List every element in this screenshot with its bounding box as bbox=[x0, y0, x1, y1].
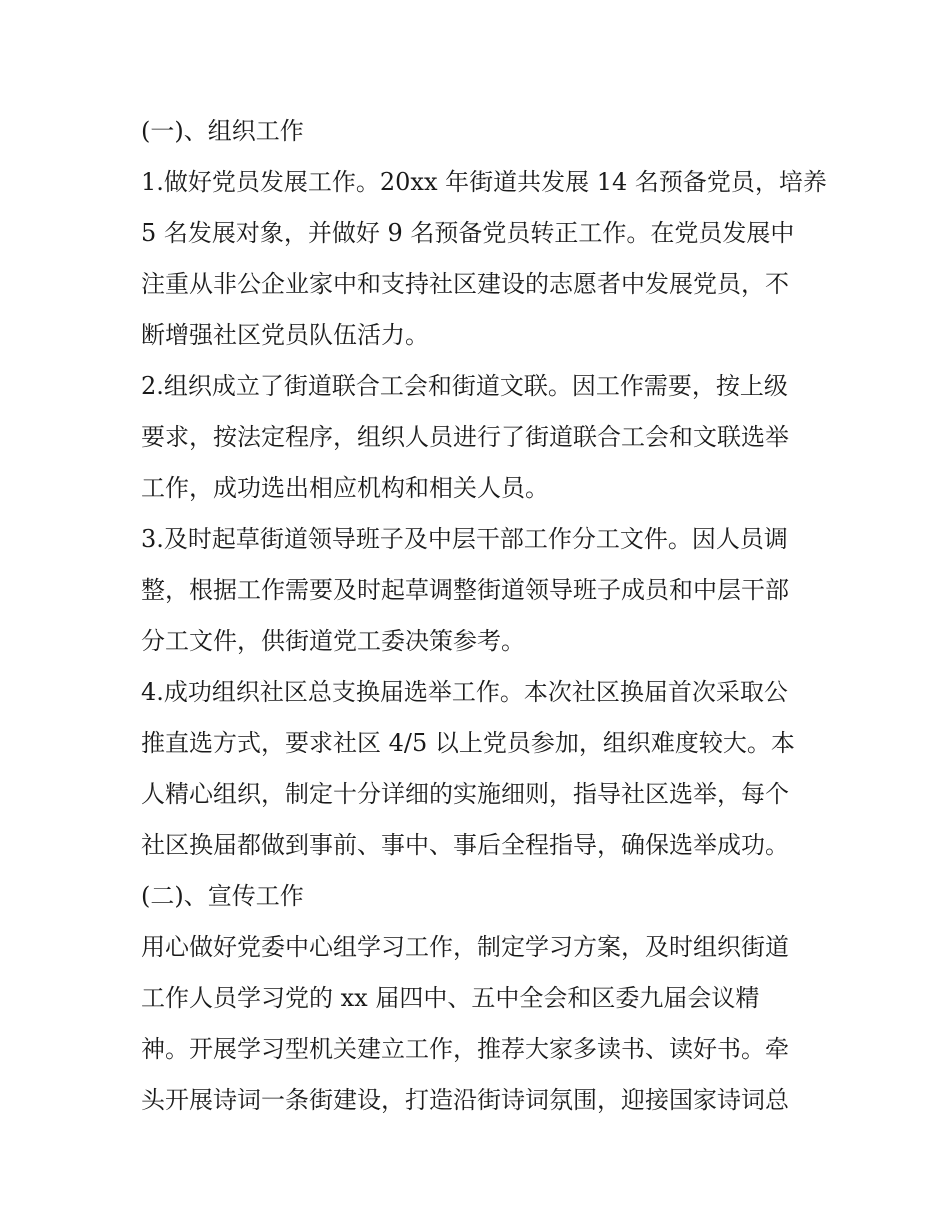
paragraph-line: 3.及时起草街道领导班子及中层干部工作分工文件。因人员调 bbox=[141, 525, 788, 553]
paragraph-line: 用心做好党委中心组学习工作，制定学习方案，及时组织街道 bbox=[141, 933, 789, 961]
section-heading: (一)、组织工作 bbox=[141, 117, 304, 145]
document-body bbox=[141, 106, 827, 1126]
paragraph-line: 人精心组织，制定十分详细的实施细则，指导社区选举，每个 bbox=[141, 780, 789, 808]
paragraph-line: 社区换届都做到事前、事中、事后全程指导，确保选举成功。 bbox=[141, 831, 789, 859]
paragraph-line: 工作，成功选出相应机构和相关人员。 bbox=[141, 474, 549, 502]
paragraph-line: 2.组织成立了街道联合工会和街道文联。因工作需要，按上级 bbox=[141, 372, 788, 400]
paragraph-line: 神。开展学习型机关建立工作，推荐大家多读书、读好书。牵 bbox=[141, 1035, 789, 1063]
paragraph-line: 头开展诗词一条街建设，打造沿街诗词氛围，迎接国家诗词总 bbox=[141, 1086, 789, 1114]
paragraph-line: 工作人员学习党的 xx 届四中、五中全会和区委九届会议精 bbox=[141, 984, 760, 1012]
paragraph-line: 1.做好党员发展工作。20xx 年街道共发展 14 名预备党员，培养 bbox=[141, 168, 827, 196]
paragraph-line: 分工文件，供街道党工委决策参考。 bbox=[141, 627, 525, 655]
paragraph-line: 推直选方式，要求社区 4/5 以上党员参加，组织难度较大。本 bbox=[141, 729, 795, 757]
paragraph-line: 注重从非公企业家中和支持社区建设的志愿者中发展党员，不 bbox=[141, 270, 789, 298]
paragraph-line: 4.成功组织社区总支换届选举工作。本次社区换届首次采取公 bbox=[141, 678, 788, 706]
paragraph-line: 整，根据工作需要及时起草调整街道领导班子成员和中层干部 bbox=[141, 576, 789, 604]
paragraph-line: 要求，按法定程序，组织人员进行了街道联合工会和文联选举 bbox=[141, 423, 789, 451]
paragraph-line: 5 名发展对象，并做好 9 名预备党员转正工作。在党员发展中 bbox=[141, 219, 795, 247]
section-heading: (二)、宣传工作 bbox=[141, 882, 304, 910]
paragraph-line: 断增强社区党员队伍活力。 bbox=[141, 321, 429, 349]
